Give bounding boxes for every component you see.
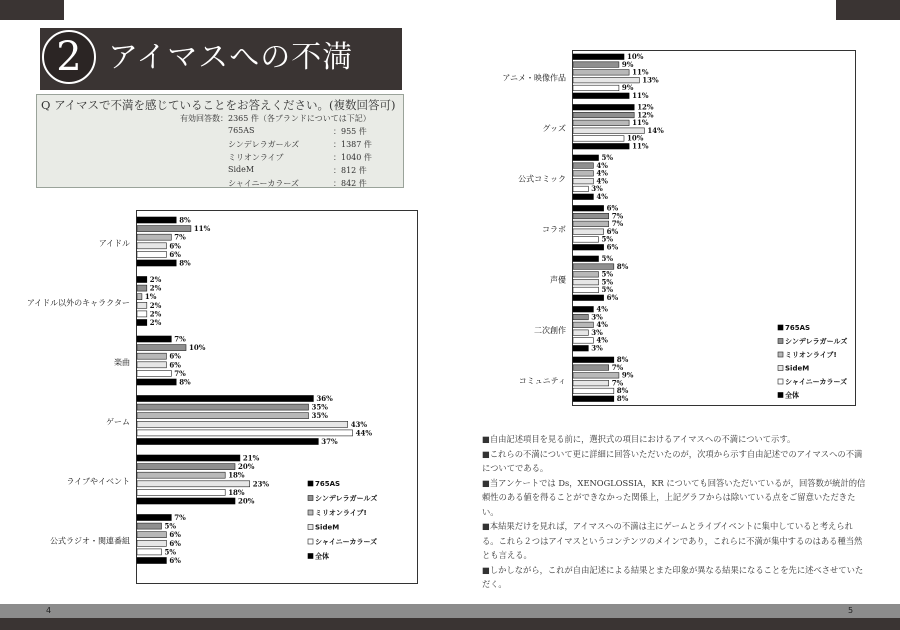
bar xyxy=(137,217,176,223)
bar xyxy=(137,430,353,436)
data-label: 6% xyxy=(169,249,181,259)
chart-right xyxy=(502,50,856,406)
data-label: 13% xyxy=(642,75,659,85)
bar xyxy=(137,558,166,564)
data-label: 6% xyxy=(169,530,181,540)
data-label: 3% xyxy=(591,343,603,353)
data-label: 5% xyxy=(601,277,614,287)
bar xyxy=(137,396,313,402)
data-label: 6% xyxy=(606,242,619,252)
data-label: 2% xyxy=(149,283,162,293)
bar xyxy=(573,314,588,320)
data-label: 6% xyxy=(169,556,181,565)
brand-count: ：812 件 xyxy=(333,166,367,175)
brand-name: SideM xyxy=(228,165,255,174)
category-label: コラボ xyxy=(542,224,566,234)
data-label: 8% xyxy=(179,215,191,225)
data-label: 8% xyxy=(179,377,191,387)
bar xyxy=(573,221,609,227)
bar xyxy=(137,277,147,283)
bar xyxy=(573,186,588,192)
bar xyxy=(573,338,593,344)
data-label: 5% xyxy=(601,269,614,279)
legend-swatch xyxy=(308,539,313,544)
bar xyxy=(137,404,309,410)
data-label: 4% xyxy=(596,192,608,201)
bar xyxy=(573,272,599,278)
bar xyxy=(137,285,147,291)
commentary-paragraph: ■当アンケートでは Ds，XENOGLOSSIA，KR についても回答いただいているが，回答数が統計的信頼性のある値を得ることができなかった関係上，上記グラフからは除いている点をご留意いただきたい。 xyxy=(482,477,866,517)
data-label: 10% xyxy=(189,343,206,353)
data-label: 9% xyxy=(621,83,634,93)
brand-name: シャイニーカラーズ xyxy=(228,179,299,188)
category-label: 楽曲 xyxy=(114,357,130,367)
page-number-right: 5 xyxy=(848,606,854,615)
data-label: 5% xyxy=(164,547,177,557)
commentary-paragraph: ■自由記述項目を見る前に，選択式の項目におけるアイマスへの不満について示す。 xyxy=(482,434,796,444)
data-label: 8% xyxy=(179,258,191,268)
bar xyxy=(573,322,593,328)
legend-label: 765AS xyxy=(315,480,341,488)
data-label: 37% xyxy=(321,437,338,446)
category-label: 二次創作 xyxy=(534,325,566,335)
data-label: 2% xyxy=(149,275,162,284)
data-label: 10% xyxy=(627,133,644,143)
bar xyxy=(573,295,604,301)
bar xyxy=(137,464,235,470)
brand-name: シンデレラガールズ xyxy=(228,140,300,149)
data-label: 4% xyxy=(596,160,608,170)
data-label: 36% xyxy=(316,394,333,403)
legend-swatch xyxy=(778,352,783,357)
bar xyxy=(137,251,166,257)
data-label: 35% xyxy=(311,402,328,412)
corner-band-left xyxy=(0,0,64,20)
data-label: 18% xyxy=(228,470,245,480)
bar xyxy=(573,373,619,379)
data-label: 44% xyxy=(355,428,373,438)
data-label: 43% xyxy=(350,419,368,429)
data-label: 7% xyxy=(174,368,186,378)
bar xyxy=(137,413,309,419)
bar xyxy=(137,455,240,461)
bar xyxy=(573,112,634,118)
question-text: Q アイマスで不満を感じていることをお答えください。(複数回答可) xyxy=(41,98,396,112)
respondents-count: 有効回答数：2365 件（各ブランドについては下記） xyxy=(180,114,371,123)
bar xyxy=(573,346,588,352)
data-label: 3% xyxy=(591,312,603,322)
data-label: 1% xyxy=(144,292,157,302)
bar xyxy=(573,279,599,285)
legend-swatch xyxy=(778,393,783,398)
data-label: 3% xyxy=(591,184,603,194)
bar xyxy=(573,264,614,270)
bar xyxy=(573,357,614,363)
legend-swatch xyxy=(308,525,313,530)
legend-label: シャイニーカラーズ xyxy=(785,378,848,386)
bar xyxy=(573,229,604,235)
category-label: コミュニティ xyxy=(518,376,566,386)
bar xyxy=(137,336,171,342)
data-label: 7% xyxy=(611,378,624,388)
legend-swatch xyxy=(308,510,313,515)
data-label: 12% xyxy=(637,102,654,112)
bar xyxy=(573,171,593,177)
category-label: アイドル xyxy=(98,238,130,248)
page-number-left: 4 xyxy=(46,606,52,615)
bar xyxy=(573,178,593,184)
legend-swatch xyxy=(308,481,313,486)
data-label: 23% xyxy=(252,479,270,489)
bar xyxy=(137,294,142,300)
data-label: 6% xyxy=(169,351,181,361)
data-label: 4% xyxy=(596,320,608,330)
page-title: アイマスへの不満 xyxy=(108,40,354,75)
bar xyxy=(573,93,629,99)
category-label: 公式コミック xyxy=(518,174,566,184)
bar xyxy=(573,70,629,76)
data-label: 6% xyxy=(606,293,619,302)
legend-swatch xyxy=(308,496,313,501)
data-label: 2% xyxy=(149,300,162,310)
footer-band xyxy=(0,604,900,618)
data-label: 14% xyxy=(647,125,664,135)
legend-swatch xyxy=(778,366,783,371)
bar xyxy=(137,523,162,529)
bar xyxy=(573,256,599,262)
bar xyxy=(573,330,588,336)
legend-label: SideM xyxy=(785,364,810,373)
brand-name: ミリオンライブ xyxy=(228,153,284,162)
data-label: 6% xyxy=(169,360,181,370)
data-label: 7% xyxy=(174,232,186,242)
data-label: 21% xyxy=(242,453,260,463)
data-label: 35% xyxy=(311,411,328,421)
legend-label: ミリオンライブ! xyxy=(785,351,837,359)
corner-band-right xyxy=(836,0,900,20)
bar xyxy=(137,379,176,385)
bar xyxy=(573,206,604,212)
data-label: 18% xyxy=(228,487,245,497)
bar xyxy=(573,213,609,219)
data-label: 11% xyxy=(193,224,211,234)
category-label: 声優 xyxy=(550,275,566,285)
brand-count: ：1387 件 xyxy=(333,140,372,149)
data-label: 11% xyxy=(632,141,649,151)
bar xyxy=(573,144,629,150)
data-label: 4% xyxy=(596,168,608,178)
commentary-paragraph: ■しかしながら，これが自由記述による結果とまた印象が異なる結果になることを先に述べさせていただく。 xyxy=(482,564,864,589)
legend-label: ミリオンライブ! xyxy=(315,509,367,517)
bar xyxy=(137,540,166,546)
category-label: アイドル以外のキャラクター xyxy=(26,298,130,308)
bar xyxy=(137,481,250,487)
bar xyxy=(137,439,318,445)
bar xyxy=(137,362,166,368)
category-label: 公式ラジオ・関連番組 xyxy=(50,536,130,546)
bar xyxy=(137,345,186,351)
data-label: 12% xyxy=(637,110,654,120)
brand-count: ：842 件 xyxy=(333,179,367,188)
chart-left xyxy=(26,210,418,584)
data-label: 6% xyxy=(169,241,181,251)
data-label: 5% xyxy=(164,521,177,531)
bar xyxy=(573,380,609,386)
question-box xyxy=(36,94,404,188)
data-label: 7% xyxy=(174,513,186,522)
legend-label: シンデレラガールズ xyxy=(315,494,378,503)
brand-count: ：955 件 xyxy=(333,127,367,136)
category-label: グッズ xyxy=(542,123,566,133)
bar xyxy=(137,532,166,538)
data-label: 4% xyxy=(596,176,608,186)
category-label: ライブやイベント xyxy=(66,476,130,486)
data-label: 4% xyxy=(596,304,608,314)
data-label: 6% xyxy=(606,226,619,236)
legend-label: 全体 xyxy=(785,391,799,400)
bar xyxy=(137,489,225,495)
data-label: 6% xyxy=(606,203,619,213)
data-label: 8% xyxy=(616,261,629,271)
bar xyxy=(137,472,225,478)
bar xyxy=(573,136,624,142)
chart-right-svg xyxy=(502,50,856,406)
data-label: 7% xyxy=(611,211,624,221)
data-label: 3% xyxy=(591,327,603,337)
bar xyxy=(137,243,166,249)
legend-label: シンデレラガールズ xyxy=(785,337,848,346)
legend-swatch xyxy=(778,325,783,330)
bar xyxy=(137,260,176,266)
data-label: 8% xyxy=(616,386,629,396)
data-label: 7% xyxy=(611,362,624,372)
bar xyxy=(137,226,191,232)
data-label: 9% xyxy=(621,59,634,69)
bar xyxy=(573,155,599,161)
data-label: 8% xyxy=(616,355,629,364)
bar xyxy=(573,163,593,169)
bar xyxy=(573,396,614,402)
data-label: 9% xyxy=(621,370,634,380)
bar xyxy=(573,77,639,83)
bar xyxy=(573,365,609,371)
data-label: 11% xyxy=(632,118,649,128)
bar xyxy=(573,105,634,111)
bar xyxy=(137,311,147,317)
data-label: 2% xyxy=(149,318,162,327)
chart-left-svg xyxy=(26,210,418,584)
bar xyxy=(573,287,599,293)
data-label: 8% xyxy=(616,394,629,403)
bar xyxy=(573,245,604,251)
data-label: 20% xyxy=(238,496,255,506)
brand-count: ：1040 件 xyxy=(333,153,372,162)
data-label: 10% xyxy=(627,52,644,61)
bar xyxy=(137,302,147,308)
commentary-paragraph: ■本結果だけを見れば，アイマスへの不満は主にゲームとライブイベントに集中していると考えられる。これら２つはアイマスというコンテンツのメインであり，これらに不満が集中するのはある種当然とも言える。 xyxy=(482,521,863,560)
bar xyxy=(137,549,162,555)
data-label: 7% xyxy=(611,219,624,229)
brand-name: 765AS xyxy=(228,126,255,135)
data-label: 4% xyxy=(596,335,608,345)
bar xyxy=(573,388,614,394)
data-label: 11% xyxy=(632,91,649,100)
category-label: アニメ・映像作品 xyxy=(502,73,566,83)
bar xyxy=(573,194,593,200)
legend-label: 全体 xyxy=(315,552,329,561)
legend-label: シャイニーカラーズ xyxy=(315,538,378,546)
bar xyxy=(573,62,619,68)
legend-swatch xyxy=(778,339,783,344)
data-label: 20% xyxy=(238,462,255,472)
footer-strip xyxy=(0,618,900,630)
commentary xyxy=(482,432,868,592)
data-label: 2% xyxy=(149,309,162,319)
bar xyxy=(573,54,624,60)
bar xyxy=(137,370,171,376)
bar xyxy=(137,353,166,359)
category-label: ゲーム xyxy=(106,417,130,427)
data-label: 7% xyxy=(174,334,186,344)
data-label: 5% xyxy=(601,153,614,162)
bar xyxy=(137,421,348,427)
bar xyxy=(573,120,629,126)
bar xyxy=(137,320,147,326)
data-label: 5% xyxy=(601,285,614,295)
bar xyxy=(573,307,593,313)
legend-swatch xyxy=(778,379,783,384)
bar xyxy=(573,237,599,243)
section-number: 2 xyxy=(42,30,96,84)
bar xyxy=(137,498,235,504)
bar xyxy=(573,128,644,133)
bar xyxy=(137,515,171,521)
data-label: 5% xyxy=(601,234,614,244)
data-label: 11% xyxy=(632,67,649,77)
commentary-paragraph: ■これらの不満について更に詳細に回答いただいたのが，次項から示す自由記述でのアイマスへの不満についてである。 xyxy=(482,448,863,473)
bar xyxy=(573,85,619,91)
legend-label: 765AS xyxy=(785,324,811,332)
bar xyxy=(137,234,171,240)
data-label: 6% xyxy=(169,538,181,548)
legend-swatch xyxy=(308,554,313,559)
data-label: 5% xyxy=(601,254,614,263)
legend-label: SideM xyxy=(315,523,340,532)
